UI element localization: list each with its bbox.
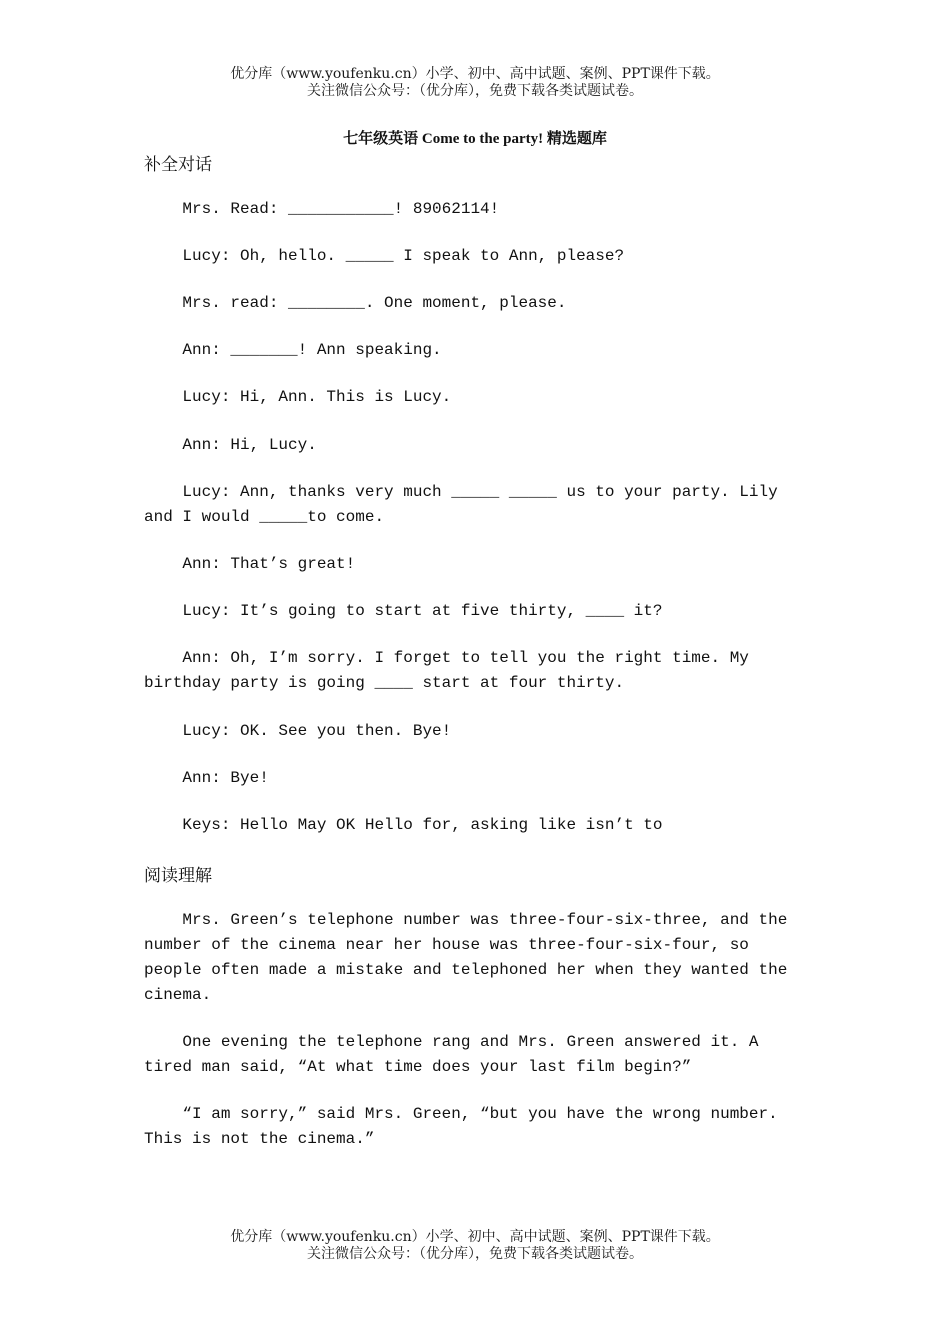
dialogue-line: Ann: _______! Ann speaking. [144, 341, 442, 359]
dialogue-line: Mrs. read: ________. One moment, please. [144, 294, 567, 312]
dialogue-line: Ann: That’s great! [144, 555, 356, 573]
footer-line-2: 关注微信公众号：（优分库），免费下载各类试题试卷。 [307, 1246, 643, 1262]
dialogue-line: Lucy: It’s going to start at five thirty, ____ it? [144, 602, 663, 620]
reading-paragraph: Mrs. Green’s telephone number was three-four-six-three, and the number of the cinema near her house was three-four-six-four, so people often made a mistake and telephoned her when they wanted the cinema. [144, 911, 797, 1004]
dialogue-line: Mrs. Read: ___________! 89062114! [144, 200, 500, 218]
dialogue-line: Ann: Oh, I’m sorry. I forget to tell you the right time. My birthday party is going ____ start at four thirty. [144, 649, 759, 692]
page-header [0, 66, 950, 100]
section-heading-dialogue: 补全对话 [144, 155, 212, 175]
dialogue-line: Lucy: Oh, hello. _____ I speak to Ann, please? [144, 247, 625, 265]
document-title: 七年级英语 Come to the party! 精选题库 [343, 131, 607, 147]
dialogue-line: Lucy: OK. See you then. Bye! [144, 722, 452, 740]
header-line-2: 关注微信公众号：（优分库），免费下载各类试题试卷。 [307, 83, 643, 99]
reading-paragraph: One evening the telephone rang and Mrs. Green answered it. A tired man said, “At what time does your last film begin?” [144, 1033, 769, 1076]
section-heading-reading: 阅读理解 [144, 866, 212, 886]
page-footer [0, 1229, 950, 1263]
dialogue-line: Ann: Bye! [144, 769, 269, 787]
answer-keys: Keys: Hello May OK Hello for, asking like isn’t to [144, 816, 663, 834]
dialogue-line: Ann: Hi, Lucy. [144, 436, 317, 454]
footer-line-1: 优分库（www.youfenku.cn）小学、初中、高中试题、案例、PPT课件下载。 [230, 1229, 720, 1245]
reading-paragraph: “I am sorry,” said Mrs. Green, “but you have the wrong number. This is not the cinema.” [144, 1105, 788, 1148]
dialogue-line: Lucy: Hi, Ann. This is Lucy. [144, 388, 452, 406]
header-line-1: 优分库（www.youfenku.cn）小学、初中、高中试题、案例、PPT课件下载。 [230, 66, 720, 82]
dialogue-line: Lucy: Ann, thanks very much _____ _____ us to your party. Lily and I would _____to come. [144, 483, 788, 526]
